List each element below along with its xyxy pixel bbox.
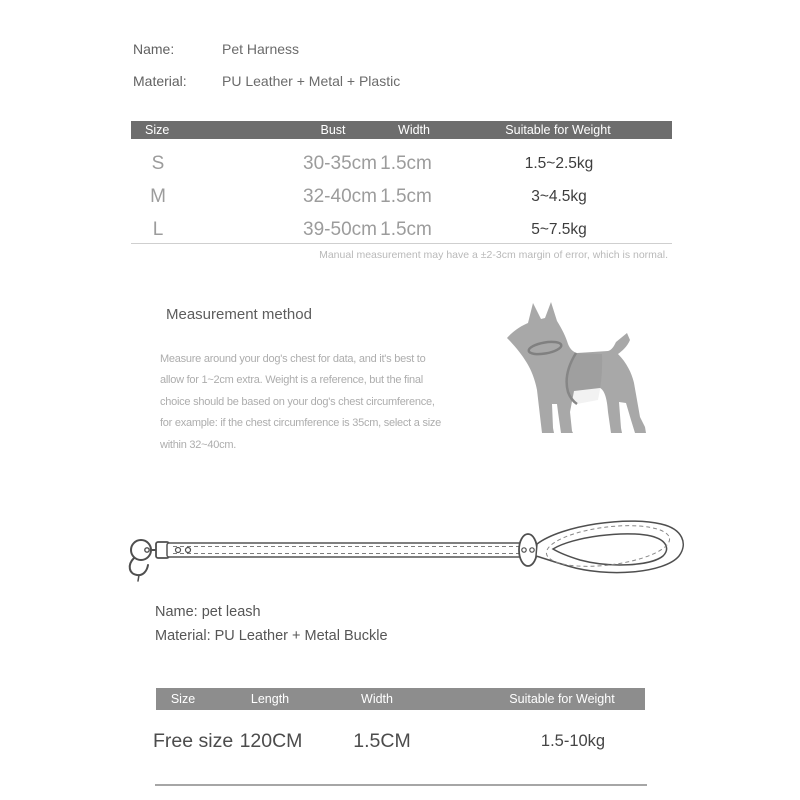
table-row	[131, 214, 672, 245]
row-weight: 5~7.5kg	[531, 221, 587, 238]
row-size: Free size	[153, 730, 234, 752]
row-length: 120CM	[239, 730, 303, 752]
row-width: 1.5CM	[353, 730, 411, 752]
harness-material-label: Material:	[133, 73, 187, 89]
measurement-line: for example: if the chest circumference is 35cm, select a size	[160, 417, 442, 430]
row-weight: 1.5~2.5kg	[524, 155, 594, 172]
row-width: 1.5cm	[380, 186, 432, 207]
row-width: 1.5cm	[380, 219, 432, 240]
leash-header-length: Length	[250, 692, 290, 706]
table-bottom-rule	[155, 784, 647, 786]
leash-header-size: Size	[170, 692, 196, 706]
row-weight: 1.5-10kg	[540, 732, 606, 750]
measurement-line: Measure around your dog's chest for data, and it's best to	[160, 353, 426, 365]
leash-snap-hook	[130, 540, 156, 581]
row-bust: 30-35cm	[303, 153, 377, 174]
row-bust: 32-40cm	[303, 186, 377, 207]
harness-table-header	[131, 121, 672, 139]
table-row	[131, 148, 672, 179]
table-bottom-rule	[131, 243, 672, 244]
row-size: S	[151, 153, 165, 174]
dog-silhouette-illustration	[470, 290, 690, 460]
measurement-line: choice should be based on your dog's chest circumference,	[160, 395, 435, 408]
table-row	[153, 726, 645, 756]
row-size: M	[150, 186, 166, 207]
harness-name-label: Name:	[133, 41, 175, 57]
measurement-method-text	[160, 349, 460, 456]
row-weight: 3~4.5kg	[531, 188, 587, 205]
harness-header-size: Size	[145, 123, 170, 137]
measurement-line: allow for 1~2cm extra. Weight is a reference, but the final	[160, 374, 423, 387]
leash-strap	[167, 543, 523, 557]
row-width: 1.5cm	[380, 153, 432, 174]
leash-illustration	[110, 513, 690, 591]
leash-handle-loop	[536, 520, 683, 573]
leash-material-line: Material: PU Leather + Metal Buckle	[155, 628, 388, 644]
measurement-line: within 32~40cm.	[160, 438, 237, 451]
table-row	[131, 181, 672, 212]
harness-name-value: Pet Harness	[222, 41, 300, 57]
leash-slider	[519, 534, 537, 566]
leash-table-header	[156, 688, 645, 710]
leash-name-line: Name: pet leash	[155, 604, 261, 620]
leash-header-width: Width	[361, 692, 393, 706]
harness-material-value: PU Leather + Metal + Plastic	[222, 73, 401, 89]
leash-header-weight: Suitable for Weight	[509, 692, 615, 706]
harness-header-bust: Bust	[320, 123, 346, 137]
row-bust: 39-50cm	[303, 219, 377, 240]
harness-header-width: Width	[398, 123, 430, 137]
harness-header-weight: Suitable for Weight	[505, 123, 611, 137]
measurement-method-title: Measurement method	[166, 306, 312, 323]
row-size: L	[152, 219, 164, 240]
measurement-tolerance-note: Manual measurement may have a ±2-3cm margin of error, which is normal.	[319, 249, 668, 261]
